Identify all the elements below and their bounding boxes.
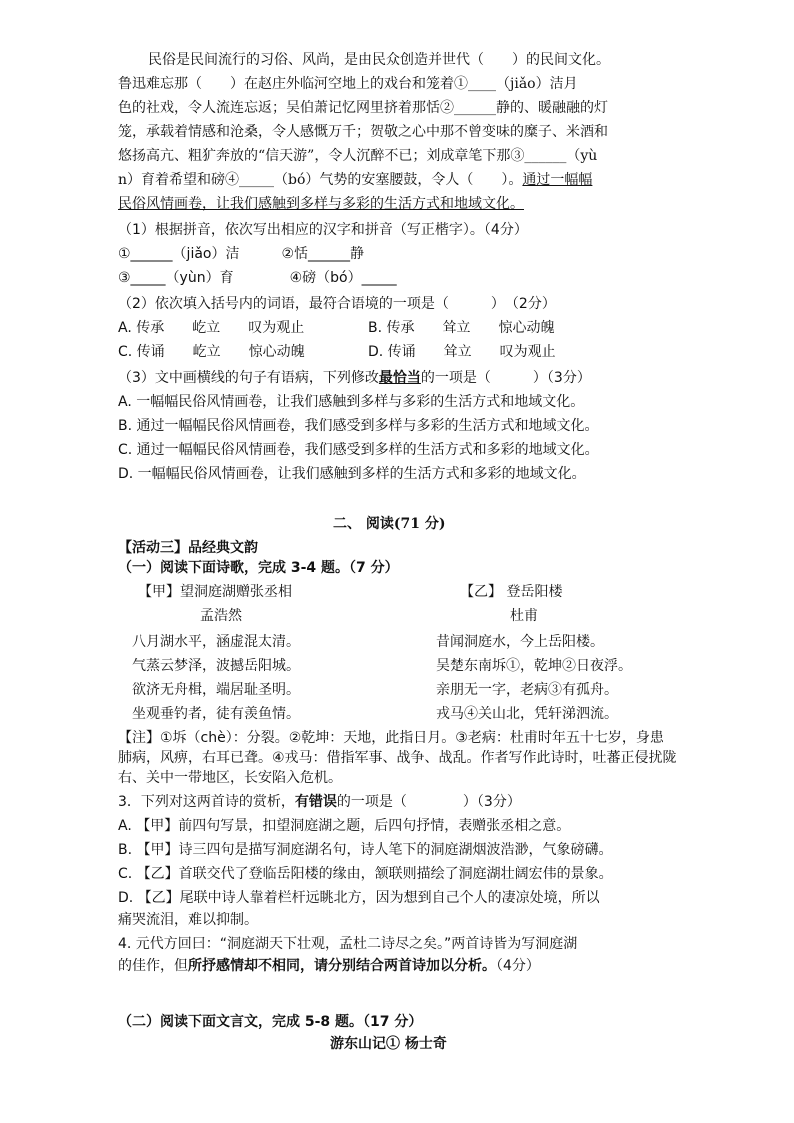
part-2-heading: （二）阅读下面文言文，完成 5-8 题。（17 分） bbox=[118, 1014, 423, 1030]
intro-line-6 bbox=[118, 170, 592, 190]
q3-stem-emphasis: 最恰当 bbox=[378, 370, 421, 386]
poem-a-author: 孟浩然 bbox=[200, 608, 242, 624]
q3-stem-part-c: 的一项是（ ）（3分） bbox=[420, 370, 591, 386]
q2-option-b: B. 传承 耸立 惊心动魄 bbox=[368, 320, 555, 336]
part-1-heading: （一）阅读下面诗歌，完成 3-4 题。（7 分） bbox=[118, 560, 399, 576]
q3-option-b: B. 通过一幅幅民俗风情画卷，我们感受到多样与多彩的生活方式和地域文化。 bbox=[118, 418, 599, 434]
question-3-stem-part-c: 的一项是（ ）（3分） bbox=[336, 794, 521, 810]
q2-option-a: A. 传承 屹立 叹为观止 bbox=[118, 320, 305, 336]
intro-line-6-text: n）育着希望和磅④_____（bó）气势的安塞腰鼓，令人（ ）。 bbox=[118, 172, 523, 188]
poem-b-title: 【乙】 登岳阳楼 bbox=[460, 584, 563, 600]
question-3-option-b: B. 【甲】诗三四句是描写洞庭湖名句，诗人笔下的洞庭湖烟波浩渺，气象磅礴。 bbox=[118, 842, 613, 858]
poem-a-line: 八月湖水平，涵虚混太清。 bbox=[132, 634, 300, 650]
q3-option-a: A. 一幅幅民俗风情画卷，让我们感触到多样与多彩的生活方式和地域文化。 bbox=[118, 394, 585, 410]
question-3-option-d-cont: 痛哭流泪，难以抑制。 bbox=[118, 912, 258, 928]
question-3-stem-part-a: 3．下列对这两首诗的赏析， bbox=[118, 794, 295, 810]
question-3-option-d: D. 【乙】尾联中诗人靠着栏杆远眺北方，因为想到自己个人的凄凉处境，所以 bbox=[118, 890, 600, 906]
q1-row-2: ③_____（yùn）育 ④磅（bó）_____ bbox=[118, 270, 397, 286]
q3-stem-part-a: （3）文中画横线的句子有语病，下列修改 bbox=[118, 370, 379, 386]
q3-stem bbox=[118, 368, 591, 388]
question-3-stem bbox=[118, 792, 521, 812]
poem-a-title: 【甲】望洞庭湖赠张丞相 bbox=[138, 584, 292, 600]
q2-stem: （2）依次填入括号内的词语，最符合语境的一项是（ ） （2分） bbox=[118, 296, 556, 312]
note-line-2: 肺病，风痹，右耳已聋。④戎马：借指军事、战争、战乱。作者写作此诗时，吐蕃正侵扰陇 bbox=[118, 750, 677, 766]
question-4-emphasis: 所抒感情却不相同，请分别结合两首诗加以分析。 bbox=[188, 958, 496, 974]
poem-a-line: 坐观垂钓者，徒有羡鱼情。 bbox=[132, 706, 300, 722]
question-4-part-a: 的佳作，但 bbox=[118, 958, 188, 974]
intro-line-5: 悠扬高亢、粗犷奔放的“信天游”，令人沉醉不已；刘成章笔下那③______（yù bbox=[118, 148, 598, 164]
poem-b-line: 亲朋无一字，老病③有孤舟。 bbox=[436, 682, 618, 698]
poem-b-line: 吴楚东南坼①，乾坤②日夜浮。 bbox=[436, 658, 632, 674]
essay-title: 游东山记① 杨士奇 bbox=[330, 1036, 447, 1052]
intro-line-7-underlined: 民俗风情画卷，让我们感触到多样与多彩的生活方式和地域文化。 bbox=[118, 196, 524, 212]
intro-line-1: 民俗是民间流行的习俗、风尚，是由民众创造并世代（ ）的民间文化。 bbox=[148, 52, 610, 68]
note-line-3: 右、关中一带地区，长安陷入危机。 bbox=[118, 770, 342, 786]
poem-a-line: 欲济无舟楫，端居耻圣明。 bbox=[132, 682, 300, 698]
q3-option-d: D. 一幅幅民俗风情画卷，让我们感触到多样的生活方式和多彩的地域文化。 bbox=[118, 466, 586, 482]
question-4-points: （4分） bbox=[496, 958, 540, 974]
intro-line-3: 色的社戏，令人流连忘返；吴伯萧记忆网里挤着那恬②______静的、暖融融的灯 bbox=[118, 100, 608, 116]
question-4-line-2 bbox=[118, 956, 540, 976]
question-4-line-1: 4. 元代方回曰：“洞庭湖天下壮观，孟杜二诗尽之矣。”两首诗皆为写洞庭湖 bbox=[118, 936, 578, 952]
q3-option-c: C. 通过一幅幅民俗风情画卷，我们感受到多样的生活方式和多彩的地域文化。 bbox=[118, 442, 599, 458]
poem-b-author: 杜甫 bbox=[510, 608, 538, 624]
underlined-sentence-part: 通过一幅幅 bbox=[522, 172, 593, 188]
q2-option-d: D. 传诵 耸立 叹为观止 bbox=[368, 344, 556, 360]
question-3-option-a: A. 【甲】前四句写景，扣望洞庭湖之题，后四句抒情，表赠张丞相之意。 bbox=[118, 818, 571, 834]
poem-b-line: 戎马④关山北，凭轩涕泗流。 bbox=[436, 706, 618, 722]
q1-row-1: ①______（jiǎo）洁 ②恬______静 bbox=[118, 246, 365, 262]
question-3-stem-emphasis: 有错误 bbox=[294, 794, 337, 810]
q2-option-c: C. 传诵 屹立 惊心动魄 bbox=[118, 344, 305, 360]
poem-a-line: 气蒸云梦泽，波撼岳阳城。 bbox=[132, 658, 300, 674]
question-3-option-c: C. 【乙】首联交代了登临岳阳楼的缘由，颔联则描绘了洞庭湖壮阔宏伟的景象。 bbox=[118, 866, 613, 882]
activity-3-heading: 【活动三】品经典文韵 bbox=[118, 540, 258, 556]
intro-line-4: 笼，承载着情感和沧桑，令人感慨万千；贺敬之心中那不曾变味的糜子、米酒和 bbox=[118, 124, 608, 140]
section-2-heading: 二、 阅读(71 分) bbox=[333, 516, 446, 532]
poem-b-line: 昔闻洞庭水，今上岳阳楼。 bbox=[436, 634, 604, 650]
q1-stem: （1）根据拼音，依次写出相应的汉字和拼音（写正楷字）。（4分） bbox=[118, 222, 528, 238]
intro-line-2: 鲁迅难忘那（ ）在赵庄外临河空地上的戏台和笼着①____（jiǎo）洁月 bbox=[118, 76, 578, 92]
note-line-1: 【注】①坼（chè）：分裂。②乾坤：天地，此指日月。③老病：杜甫时年五十七岁，身患 bbox=[118, 730, 664, 746]
